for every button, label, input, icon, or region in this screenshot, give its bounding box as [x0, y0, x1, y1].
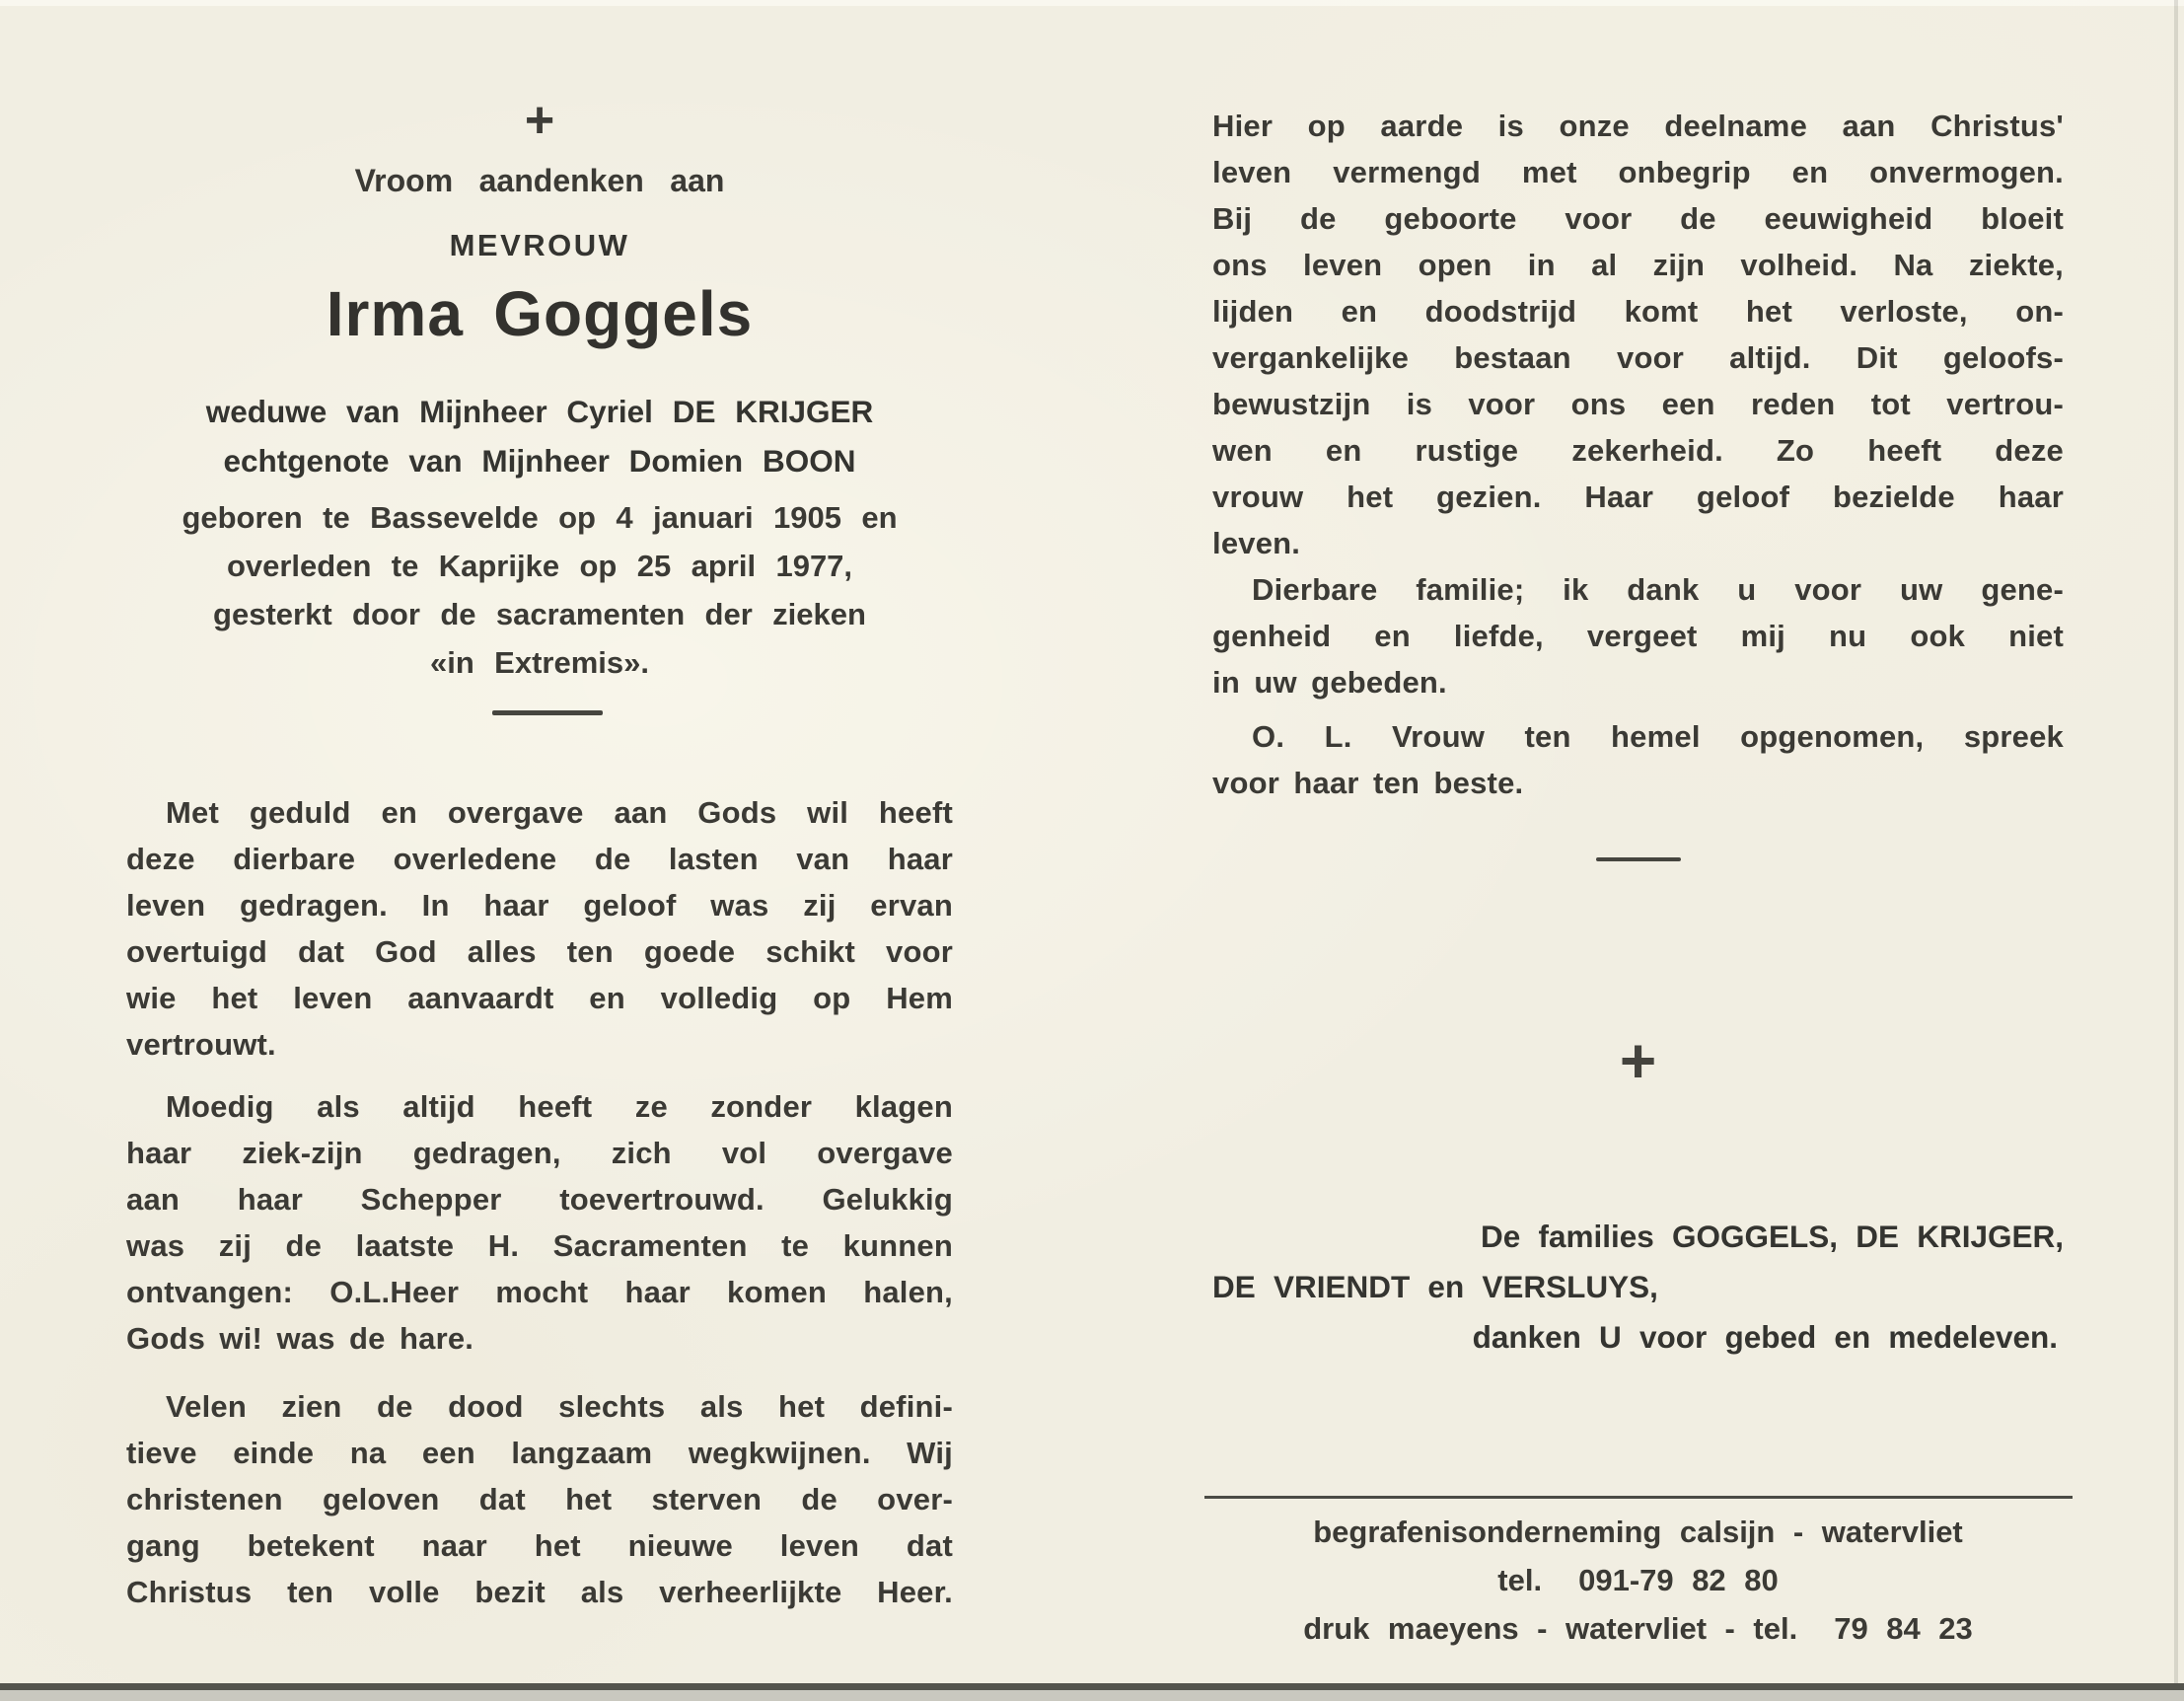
text-line: Met geduld en overgave aan Gods wil heeft: [166, 795, 953, 830]
memorial-cross-icon: +: [1619, 1025, 1657, 1096]
text-line: Gods wi! was de hare.: [126, 1321, 474, 1356]
card-bottom-edge: [0, 1683, 2184, 1690]
text-line: tieve einde na een langzaam wegkwijnen. Wij: [126, 1436, 953, 1470]
text-line: O. L. Vrouw ten hemel opgenomen, spreek: [1252, 719, 2064, 754]
footer-rule: [1204, 1496, 2073, 1499]
memorial-intro: Vroom aandenken aan: [354, 163, 725, 198]
divider-dash: [1596, 857, 1681, 861]
text-line: deze dierbare overledene de lasten van haar: [126, 842, 953, 876]
text-line: Moedig als altijd heeft ze zonder klagen: [166, 1089, 953, 1124]
deceased-name: Irma Goggels: [326, 278, 754, 349]
memorial-paragraph: [126, 1083, 953, 1362]
text-line: voor haar ten beste.: [1212, 766, 1524, 800]
vitals-line: geboren te Bassevelde op 4 januari 1905 en: [182, 500, 898, 535]
text-line: Bij de geboorte voor de eeuwigheid bloeit: [1212, 201, 2064, 236]
memorial-paragraph: [126, 789, 953, 1068]
text-line: wie het leven aanvaardt en volledig op Hem: [126, 981, 953, 1015]
vitals-line: overleden te Kaprijke op 25 april 1977,: [226, 549, 853, 583]
text-line: Velen zien de dood slechts als het defini-: [166, 1389, 953, 1424]
text-line: aan haar Schepper toevertrouwd. Gelukkig: [126, 1182, 953, 1217]
funeral-home-phone: tel. 091-79 82 80: [1497, 1563, 1779, 1597]
text-line: Christus ten volle bezit als verheerlijkte Heer.: [126, 1575, 953, 1609]
relation-line: echtgenote van Mijnheer Domien BOON: [223, 443, 856, 479]
thanks-line: DE VRIENDT en VERSLUYS,: [1212, 1269, 1658, 1304]
text-line: vrouw het gezien. Haar geloof bezielde haar: [1212, 480, 2064, 514]
memorial-paragraph: [1212, 103, 2064, 806]
card-top-edge: [0, 0, 2184, 6]
relations-block: [126, 387, 953, 485]
text-line: lijden en doodstrijd komt het verloste, on-: [1212, 294, 2064, 329]
text-line: Hier op aarde is onze deelname aan Christus': [1212, 109, 2064, 143]
memorial-cross-icon: +: [524, 92, 555, 149]
family-thanks: [1212, 1212, 2064, 1363]
text-line: leven gedragen. In haar geloof was zij ervan: [126, 888, 953, 923]
text-line: genheid en liefde, vergeet mij nu ook niet: [1212, 619, 2064, 653]
honorific: MEVROUW: [449, 228, 630, 262]
text-line: haar ziek-zijn gedragen, zich vol overgave: [126, 1136, 953, 1170]
text-line: ons leven open in al zijn volheid. Na ziekte,: [1212, 248, 2064, 282]
relation-line: weduwe van Mijnheer Cyriel DE KRIJGER: [205, 394, 874, 429]
text-line: was zij de laatste H. Sacramenten te kunnen: [126, 1228, 953, 1263]
text-line: vergankelijke bestaan voor altijd. Dit geloofs-: [1212, 340, 2064, 375]
text-line: leven.: [1212, 526, 1301, 560]
divider-dash: [492, 710, 603, 715]
text-line: in uw gebeden.: [1212, 665, 1447, 700]
text-line: wen en rustige zekerheid. Zo heeft deze: [1212, 433, 2064, 468]
thanks-line: De families GOGGELS, DE KRIJGER,: [1481, 1219, 2064, 1254]
text-line: ontvangen: O.L.Heer mocht haar komen halen,: [126, 1275, 953, 1309]
vitals-line: gesterkt door de sacramenten der zieken: [213, 597, 866, 631]
imprint-block: [1212, 1508, 2064, 1653]
text-line: christenen geloven dat het sterven de over-: [126, 1482, 953, 1516]
left-page: [126, 0, 953, 1701]
text-line: leven vermengd met onbegrip en onvermogen.: [1212, 155, 2064, 189]
thanks-line: danken U voor gebed en medeleven.: [1472, 1319, 2058, 1355]
text-line: Dierbare familie; ik dank u voor uw gene-: [1252, 572, 2064, 607]
funeral-home-line: begrafenisonderneming calsijn - watervliet: [1313, 1515, 1963, 1549]
right-page: [1212, 0, 2064, 1701]
text-line: bewustzijn is voor ons een reden tot vertrou-: [1212, 387, 2064, 421]
memorial-paragraph: [126, 1383, 953, 1615]
vitals-block: [126, 493, 953, 687]
vitals-line: «in Extremis».: [430, 645, 649, 680]
text-line: gang betekent naar het nieuwe leven dat: [126, 1528, 953, 1563]
printer-line: druk maeyens - watervliet - tel. 79 84 23: [1303, 1611, 1973, 1646]
text-line: overtuigd dat God alles ten goede schikt voor: [126, 934, 953, 969]
card-right-edge: [2174, 0, 2178, 1683]
text-line: vertrouwt.: [126, 1027, 276, 1062]
scan-background-strip: [0, 1690, 2184, 1701]
